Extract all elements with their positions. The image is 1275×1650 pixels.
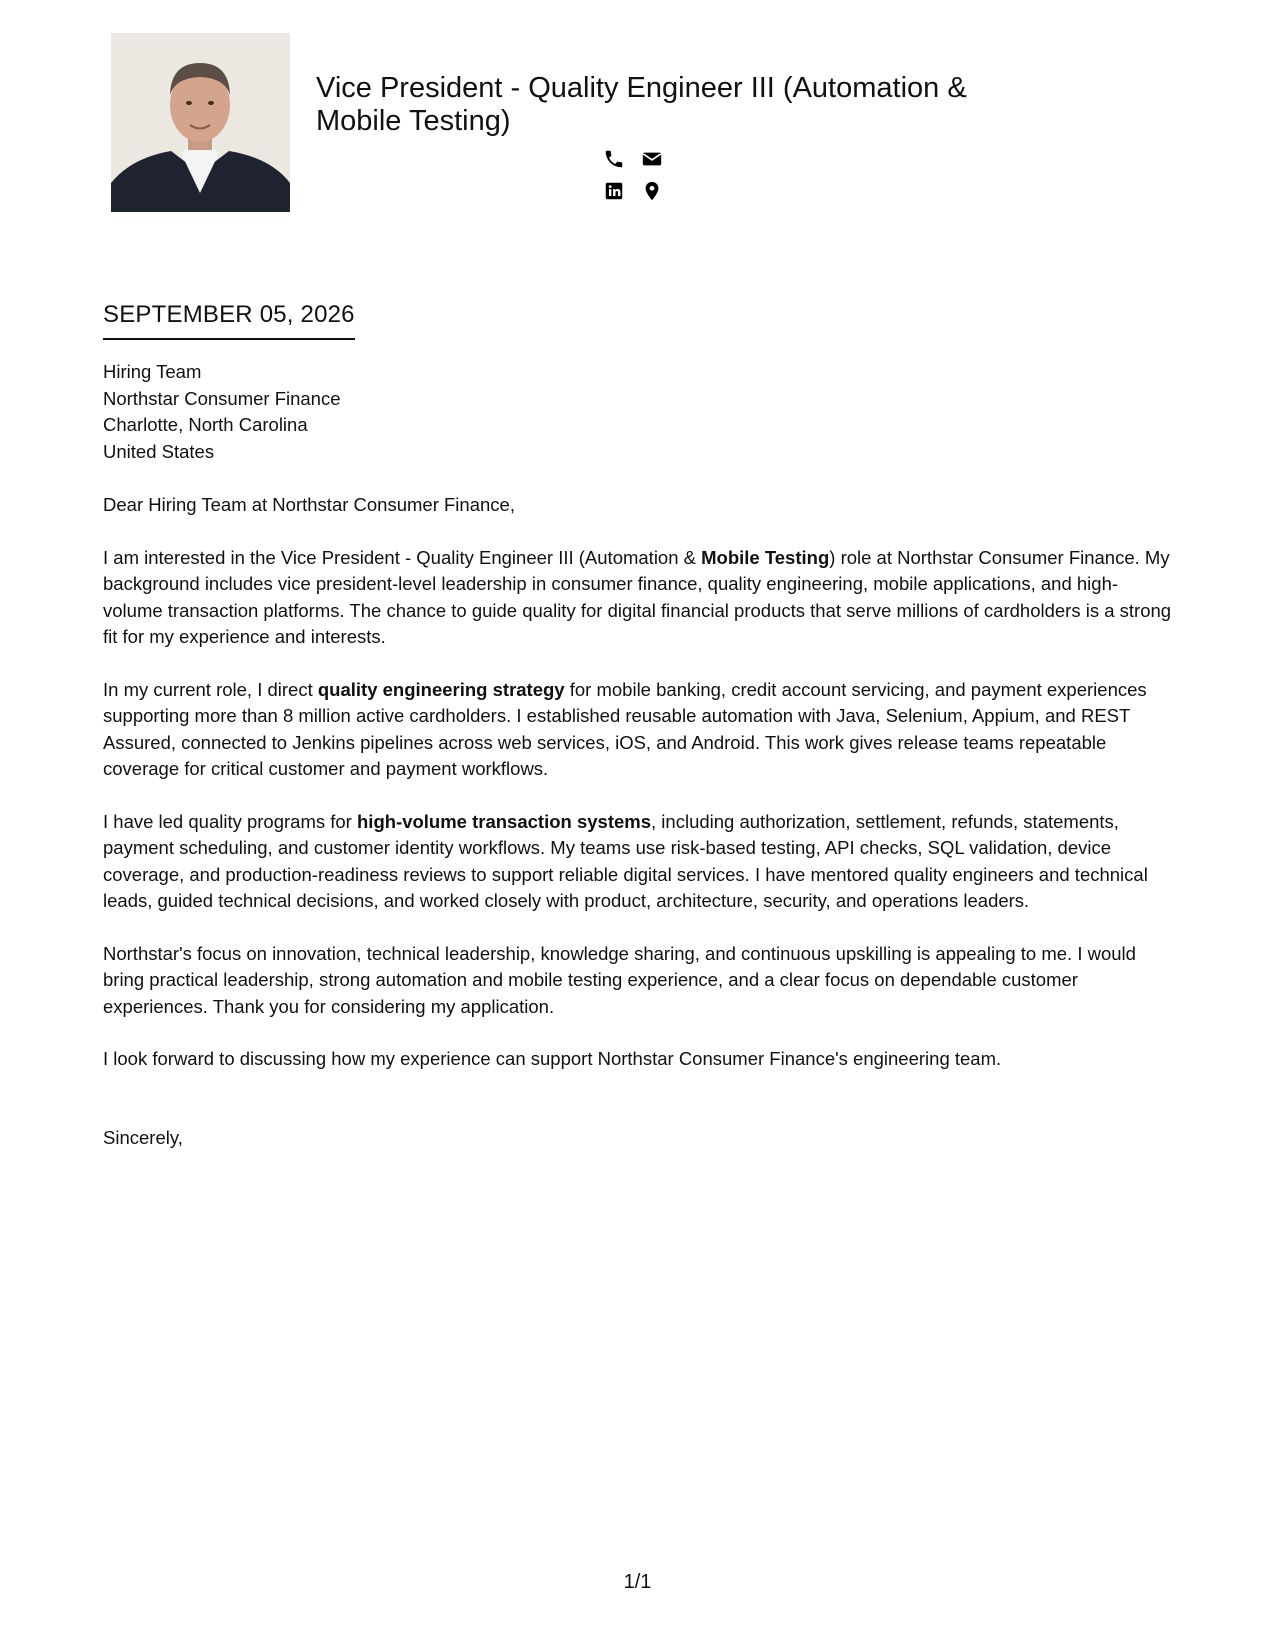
recipient-company: Northstar Consumer Finance (103, 387, 341, 409)
salutation: Dear Hiring Team at Northstar Consumer Finance, (103, 494, 515, 515)
paragraph-text: for mobile banking, credit account servicing, and payment experiences supporting more than 8 million active cardholders. I established reusable automation with Java, Selenium, Appium, and REST Assured, connected to Jenkins pipelines across web services, iOS, and Android. This work gives release teams repeatable coverage for critical customer and payment workflows. (103, 678, 1147, 779)
profile-photo (111, 33, 290, 212)
emphasis-text: Mobile Testing (701, 546, 830, 568)
paragraph-1 (103, 545, 1173, 651)
paragraph-3 (103, 809, 1173, 915)
paragraph-4: Northstar's focus on innovation, technical leadership, knowledge sharing, and continuous upskilling is appealing to me. I would bring practical leadership, strong automation and mobile testing experience, and a clear focus on dependable customer experiences. Thank you for considering my application. (103, 942, 1136, 1017)
emphasis-text: quality engineering strategy (317, 678, 565, 700)
emphasis-text: high-volume transaction systems (357, 810, 652, 832)
closing: Sincerely, (103, 1127, 183, 1148)
person-portrait-image (111, 33, 290, 212)
paragraph-text: ) role at Northstar Consumer Finance. My background includes vice president-level leadership in consumer finance, quality engineering, mobile applications, and high-volume transaction platforms. The chance to guide quality for digital financial products that serve millions of cardholders is a strong fit for my experience and interests. (103, 546, 1172, 647)
recipient-city: Charlotte, North Carolina (103, 414, 308, 435)
linkedin-icon[interactable] (603, 180, 625, 202)
recipient-address (103, 359, 341, 465)
letter-date: SEPTEMBER 05, 2026 (103, 300, 355, 340)
paragraph-text: In my current role, I direct (103, 678, 318, 700)
phone-icon[interactable] (603, 148, 625, 170)
paragraph-text: I am interested in the Vice President - Quality Engineer III (Automation & (103, 546, 702, 568)
email-icon[interactable] (641, 148, 663, 170)
paragraph-2 (103, 677, 1173, 783)
recipient-country: United States (103, 440, 215, 462)
recipient-line: Hiring Team (103, 361, 202, 382)
paragraph-5: I look forward to discussing how my experience can support Northstar Consumer Finance's engineering team. (103, 1048, 1002, 1069)
paragraph-text: , including authorization, settlement, refunds, statements, payment scheduling, and customer identity workflows. My teams use risk-based testing, API checks, SQL validation, device coverage, and production-readiness reviews to support reliable digital services. I have mentored quality engineers and technical leads, guided technical decisions, and worked closely with product, architecture, security, and operations leaders. (103, 810, 1148, 911)
paragraph-text: I have led quality programs for (103, 810, 357, 832)
letter-body (103, 492, 1173, 1099)
page-title: Vice President - Quality Engineer III (Automation & Mobile Testing) (316, 72, 967, 137)
page-number: 1/1 (623, 1571, 652, 1593)
location-pin-icon[interactable] (641, 180, 663, 202)
